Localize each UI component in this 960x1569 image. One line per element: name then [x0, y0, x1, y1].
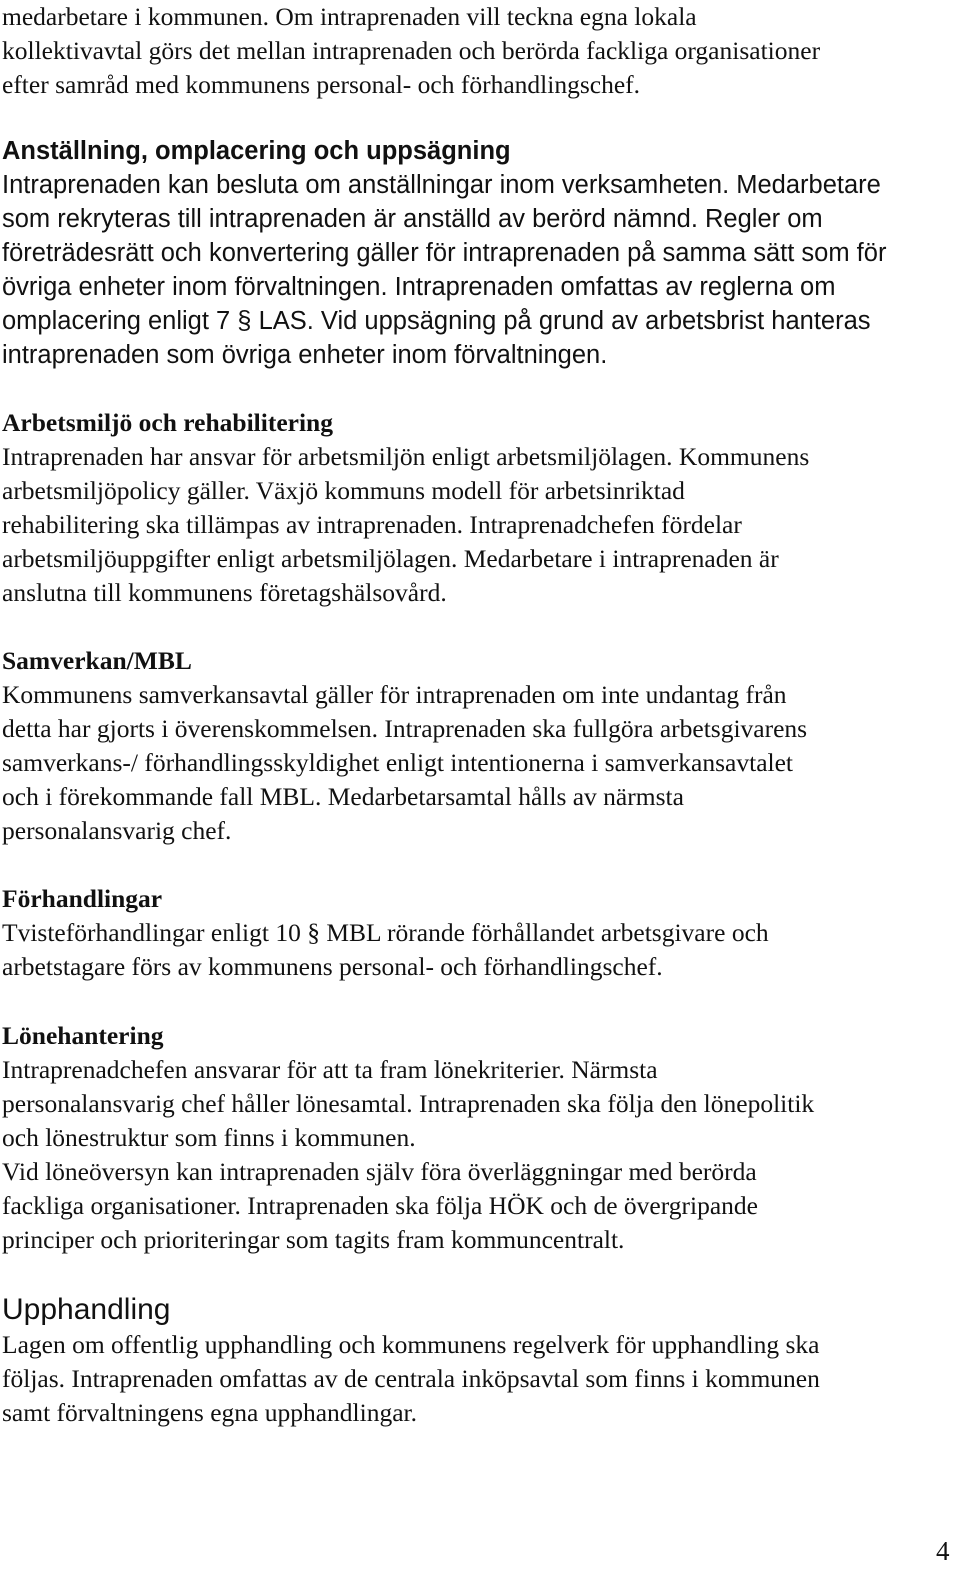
section-body: Tvisteförhandlingar enligt 10 § MBL rörande förhållandet arbetsgivare och arbetstagare förs av kommunens personal- och förhandlingschef.: [2, 918, 769, 981]
section-upphandling: [2, 1292, 952, 1430]
section-heading: Arbetsmiljö och rehabilitering: [2, 408, 333, 437]
intro-paragraph: medarbetare i kommunen. Om intraprenaden vill teckna egna lokala kollektivavtal görs det mellan intraprenaden och berörda fackliga organisationer efter samråd med kommunens personal- och förhandlingschef.: [2, 2, 821, 99]
section-body: Intraprenaden kan besluta om anställningar inom verksamheten. Medarbetare som rekryteras till intraprenaden är anställd av berörd nämnd. Regler om företrädesrätt och konvertering gäller för intraprenaden på samma sätt som för övriga enheter inom förvaltningen. Intraprenaden omfattas av reglerna om omplacering enligt 7 § LAS. Vid uppsägning på grund av arbetsbrist hanteras intraprenaden som övriga enheter inom förvaltningen.: [2, 171, 887, 369]
section-heading: Anställning, omplacering och uppsägning: [2, 137, 511, 165]
page-number: 4: [936, 1536, 950, 1566]
section-body: Intraprenadchefen ansvarar för att ta fram lönekriterier. Närmsta personalansvarig chef håller lönesamtal. Intraprenaden ska följa den lönepolitik och lönestruktur som finns i kommunen. Vid löneöversyn kan intraprenaden själv föra överläggningar med berörda fackliga organisationer. Intraprenaden ska följa HÖK och de övergripande principer och prioriteringar som tagits fram kommuncentralt.: [2, 1055, 815, 1254]
section-body: Lagen om offentlig upphandling och kommunens regelverk för upphandling ska följas. Intraprenaden omfattas av de centrala inköpsavtal som finns i kommunen samt förvaltningens egna upphandlingar.: [2, 1330, 820, 1427]
section-heading: Samverkan/MBL: [2, 646, 192, 675]
section-arbetsmiljo: [2, 406, 952, 610]
section-anstallning: [2, 134, 952, 372]
section-body: Intraprenaden har ansvar för arbetsmiljön enligt arbetsmiljölagen. Kommunens arbetsmiljöpolicy gäller. Växjö kommuns modell för arbetsinriktad rehabilitering ska tillämpas av intraprenaden. Intraprenadchefen fördelar arbetsmiljöuppgifter enligt arbetsmiljölagen. Medarbetare i intraprenaden är anslutna till kommunens företagshälsovård.: [2, 442, 810, 607]
section-heading: Upphandling: [2, 1293, 171, 1326]
section-body: Kommunens samverkansavtal gäller för intraprenaden om inte undantag från detta har gjorts i överenskommelsen. Intraprenaden ska fullgöra arbetsgivarens samverkans-/ förhandlingsskyldighet enligt intentionerna i samverkansavtalet och i förekommande fall MBL. Medarbetarsamtal hålls av närmsta personalansvarig chef.: [2, 680, 808, 845]
section-forhandlingar: [2, 882, 952, 984]
section-lonehantering: [2, 1019, 952, 1257]
section-samverkan: [2, 644, 952, 848]
section-heading: Lönehantering: [2, 1021, 164, 1050]
section-heading: Förhandlingar: [2, 884, 163, 913]
